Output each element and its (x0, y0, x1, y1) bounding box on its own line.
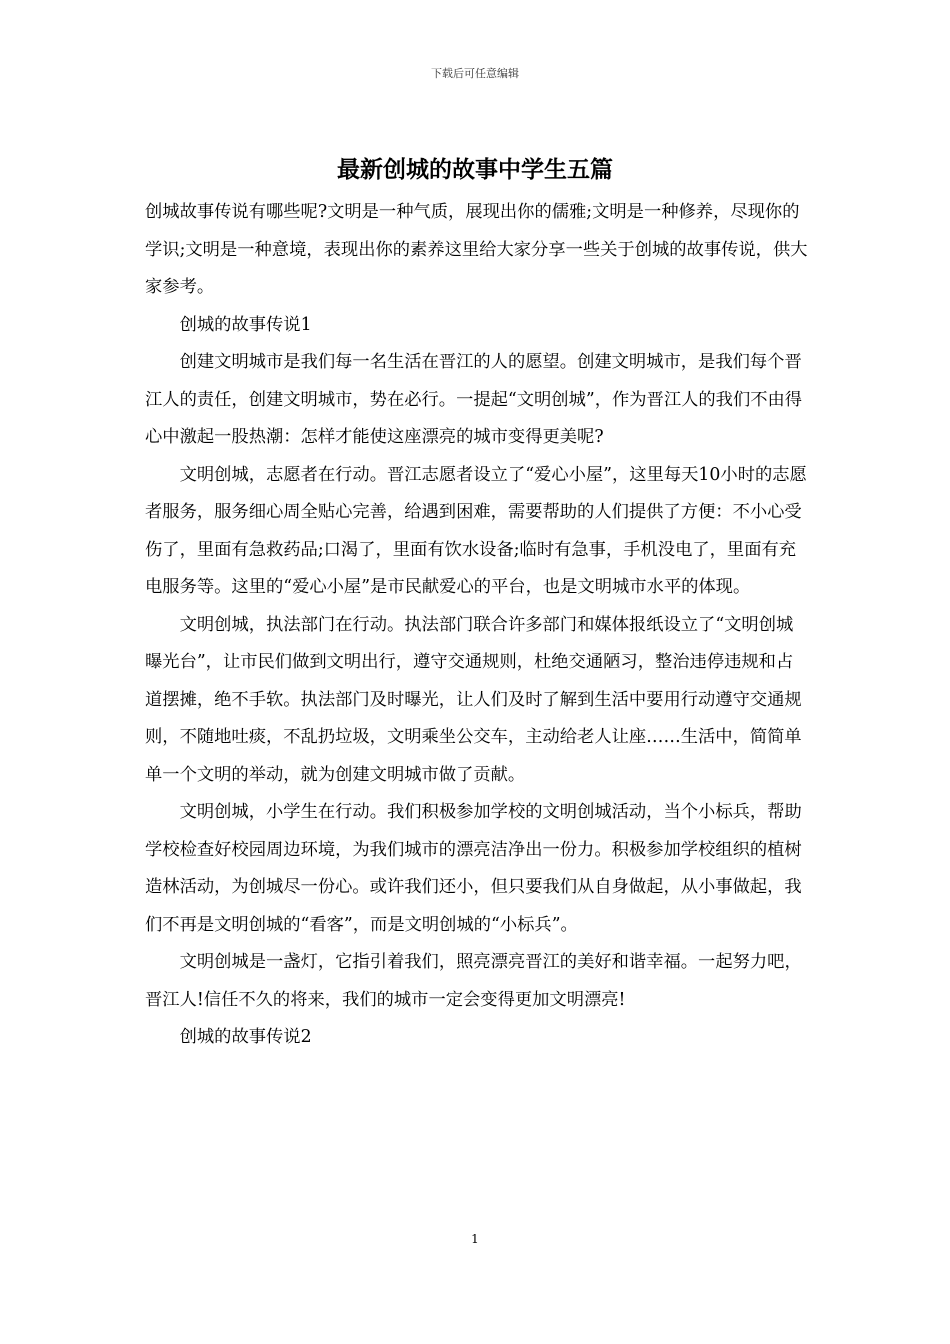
document-body (145, 194, 810, 1057)
story-paragraph: 创建文明城市是我们每一名生活在晋江的人的愿望。创建文明城市，是我们每个晋江人的责任，创建文明城市，势在必行。一提起“文明创城”，作为晋江人的我们不由得心中激起一股热潮：怎样才能使这座漂亮的城市变得更美呢? (145, 352, 803, 447)
intro-paragraph: 创城故事传说有哪些呢?文明是一种气质，展现出你的儒雅;文明是一种修养，尽现你的学识;文明是一种意境，表现出你的素养这里给大家分享一些关于创城的故事传说，供大家参考。 (145, 202, 808, 297)
story-paragraph: 文明创城是一盏灯，它指引着我们，照亮漂亮晋江的美好和谐幸福。一起努力吧，晋江人!信任不久的将来，我们的城市一定会变得更加文明漂亮! (145, 952, 802, 1010)
page-number: 1 (471, 1232, 479, 1246)
story-paragraph: 文明创城，执法部门在行动。执法部门联合许多部门和媒体报纸设立了“文明创城曝光台”，让市民们做到文明出行，遵守交通规则，杜绝交通陋习，整治违停违规和占道摆摊，绝不手软。执法部门及时曝光，让人们及时了解到生活中要用行动遵守交通规则，不随地吐痰，不乱扔垃圾，文明乘坐公交车，主动给老人让座……生活中，简简单单一个文明的举动，就为创建文明城市做了贡献。 (145, 614, 802, 785)
story-paragraph: 文明创城，志愿者在行动。晋江志愿者设立了“爱心小屋”，这里每天10小时的志愿者服务，服务细心周全贴心完善，给遇到困难，需要帮助的人们提供了方便：不小心受伤了，里面有急救药品;口渴了，里面有饮水设备;临时有急事，手机没电了，里面有充电服务等。这里的“爱心小屋”是市民献爱心的平台，也是文明城市水平的体现。 (145, 464, 807, 597)
section-heading-story-2: 创城的故事传说2 (179, 1027, 312, 1047)
header-note: 下载后可任意编辑 (431, 67, 519, 80)
document-title: 最新创城的故事中学生五篇 (337, 156, 613, 183)
story-paragraph: 文明创城，小学生在行动。我们积极参加学校的文明创城活动，当个小标兵，帮助学校检查好校园周边环境，为我们城市的漂亮洁净出一份力。积极参加学校组织的植树造林活动，为创城尽一份心。或许我们还小，但只要我们从自身做起，从小事做起，我们不再是文明创城的“看客”，而是文明创城的“小标兵”。 (145, 802, 802, 935)
section-heading-story-1: 创城的故事传说1 (179, 314, 312, 335)
